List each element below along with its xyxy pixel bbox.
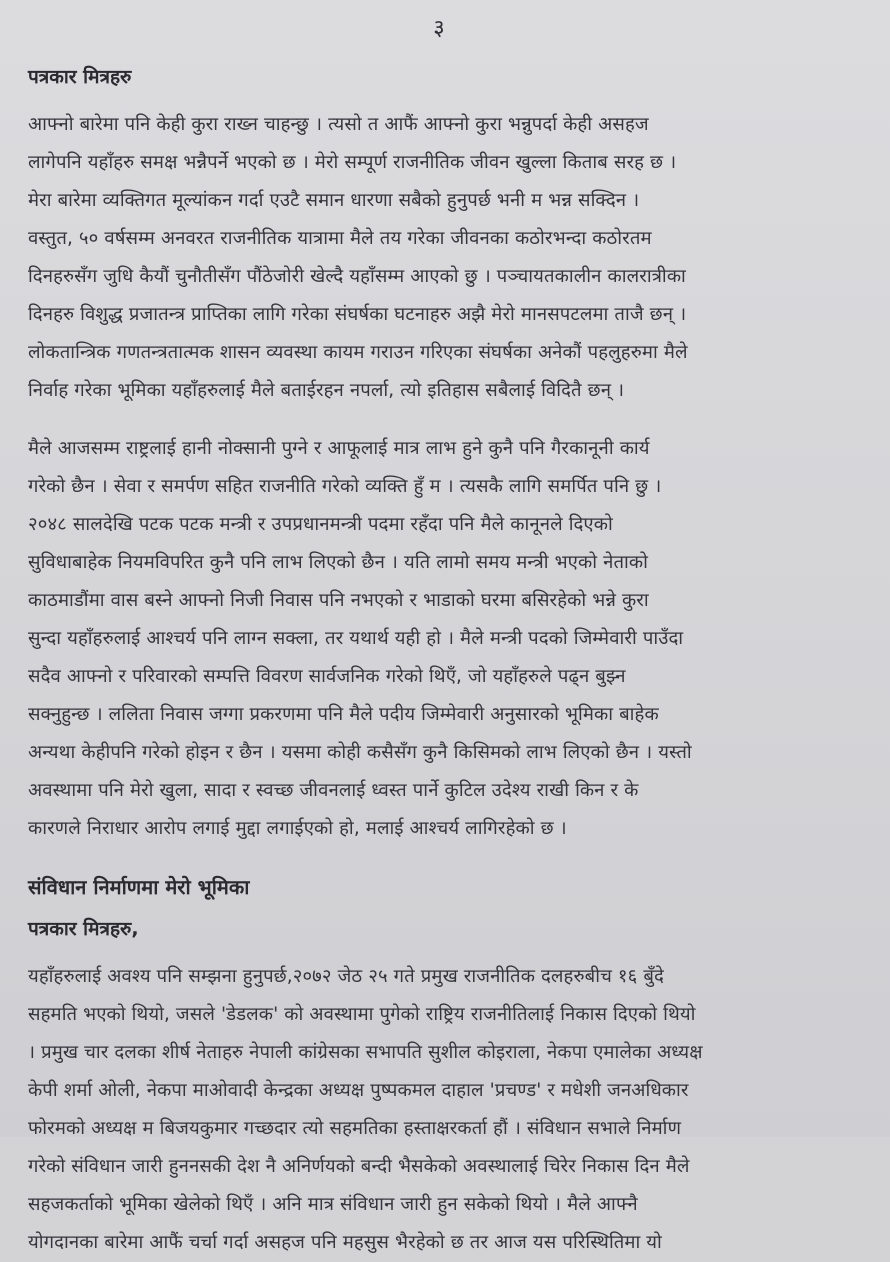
text-line: वस्तुत, ५० वर्षसम्म अनवरत राजनीतिक यात्रामा मैले तय गरेका जीवनका कठोरभन्दा कठोरतम [28,228,652,249]
text-line: लोकतान्त्रिक गणतन्त्रतात्मक शासन व्यवस्था कायम गराउन गरिएका संघर्षका अनेकौं पहलुहरुमा मैले [28,342,688,363]
paragraph-gap [28,418,850,430]
text-line: केपी शर्मा ओली, नेकपा माओवादी केन्द्रका अध्यक्ष पुष्पकमल दाहाल 'प्रचण्ड' र मधेशी जनअधिकार [28,1080,689,1101]
paragraph [28,430,850,848]
text-line: गरेको संविधान जारी हुननसकी देश नै अनिर्णयको बन्दी भैसकेको अवस्थालाई चिरेर निकास दिन मैले [28,1156,690,1177]
text-line: अन्यथा केहीपनि गरेको होइन र छैन । यसमा कोही कसैसँग कुनै किसिमको लाभ लिएको छैन । यस्तो [28,742,692,763]
page-number: ३ [433,16,445,41]
text-line: दिनहरु विशुद्ध प्रजातन्त्र प्राप्तिका लागि गरेका संघर्षका घटनाहरु अझै मेरो मानसपटलमा ताजै छन् । [28,304,687,325]
text-line: मेरा बारेमा व्यक्तिगत मूल्यांकन गर्दा एउटै समान धारणा सबैको हुनुपर्छ भनी म भन्न सक्दिन । [28,190,640,211]
document-body [28,64,850,1262]
text-line: कारणले निराधार आरोप लगाई मुद्दा लगाईएको हो, मलाई आश्चर्य लागिरहेको छ । [28,818,567,839]
text-line: सदैव आफ्नो र परिवारको सम्पत्ति विवरण सार्वजनिक गरेको थिएँ, जो यहाँहरुले पढ्न बुझ्न [28,666,626,687]
text-line: २०४८ सालदेखि पटक पटक मन्त्री र उपप्रधानमन्त्री पदमा रहँदा पनि मैले कानूनले दिएको [28,514,613,535]
section-heading: संविधान निर्माणमा मेरो भूमिका [28,875,250,899]
paragraph [28,958,850,1262]
section-heading: पत्रकार मित्रहरु, [28,918,139,940]
text-line: सहमति भएको थियो, जसले 'डेडलक' को अवस्थामा पुगेको राष्ट्रिय राजनीतिलाई निकास दिएको थियो [28,1004,696,1025]
text-line: दिनहरुसँग जुधि कैयौं चुनौतीसँग पौंठेजोरी खेल्दै यहाँसम्म आएको छु । पञ्चायतकालीन कालरात्रीका [28,266,686,287]
text-line: लागेपनि यहाँहरु समक्ष भन्नैपर्ने भएको छ । मेरो सम्पूर्ण राजनीतिक जीवन खुल्ला किताब सरह छ । [28,152,677,173]
text-line: । प्रमुख चार दलका शीर्ष नेताहरु नेपाली कांग्रेसका सभापति सुशील कोइराला, नेकपा एमालेका अध्यक्ष [28,1042,703,1063]
text-line: गरेको छैन । सेवा र समर्पण सहित राजनीति गरेको व्यक्ति हुँ म । त्यसकै लागि समर्पित पनि छु । [28,476,662,497]
text-line: योगदानका बारेमा आफैं चर्चा गर्दा असहज पनि महसुस भैरहेको छ तर आज यस परिस्थितिमा यो [28,1232,662,1253]
text-line: सहजकर्ताको भूमिका खेलेको थिएँ । अनि मात्र संविधान जारी हुन सकेको थियो । मैले आफ्नै [28,1194,638,1215]
text-line: सुन्दा यहाँहरुलाई आश्चर्य पनि लाग्न सक्ला, तर यथार्थ यही हो । मैले मन्त्री पदको जिम्मेवारी पाउँदा [28,628,684,649]
text-line: निर्वाह गरेका भूमिका यहाँहरुलाई मैले बताईरहन नपर्ला, त्यो इतिहास सबैलाई विदितै छन् । [28,380,625,401]
text-line: आफ्नो बारेमा पनि केही कुरा राख्न चाहन्छु । त्यसो त आफैं आफ्नो कुरा भन्नुपर्दा केही असहज [28,114,649,135]
section-heading: पत्रकार मित्रहरु [28,66,132,88]
text-line: काठमाडौंमा वास बस्ने आफ्नो निजी निवास पनि नभएको र भाडाको घरमा बसिरहेको भन्ने कुरा [28,590,649,611]
text-line: सक्नुहुन्छ । ललिता निवास जग्गा प्रकरणमा पनि मैले पदीय जिम्मेवारी अनुसारको भूमिका बाहेक [28,704,659,725]
text-line: फोरमको अध्यक्ष म बिजयकुमार गच्छदार त्यो सहमतिका हस्ताक्षरकर्ता हौं । संविधान सभाले निर्माण [28,1118,682,1139]
paragraph [28,106,850,410]
text-line: अवस्थामा पनि मेरो खुला, सादा र स्वच्छ जीवनलाई ध्वस्त पार्ने कुटिल उदेश्य राखी किन र के [28,780,639,801]
text-line: यहाँहरुलाई अवश्य पनि सम्झना हुनुपर्छ,२०७२ जेठ २५ गते प्रमुख राजनीतिक दलहरुबीच १६ बुँदे [28,966,664,987]
text-line: सुविधाबाहेक नियमविपरित कुनै पनि लाभ लिएको छैन । यति लामो समय मन्त्री भएको नेताको [28,552,648,573]
text-line: मैले आजसम्म राष्ट्रलाई हानी नोक्सानी पुग्ने र आफूलाई मात्र लाभ हुने कुनै पनि गैरकानूनी कार्य [28,438,650,459]
